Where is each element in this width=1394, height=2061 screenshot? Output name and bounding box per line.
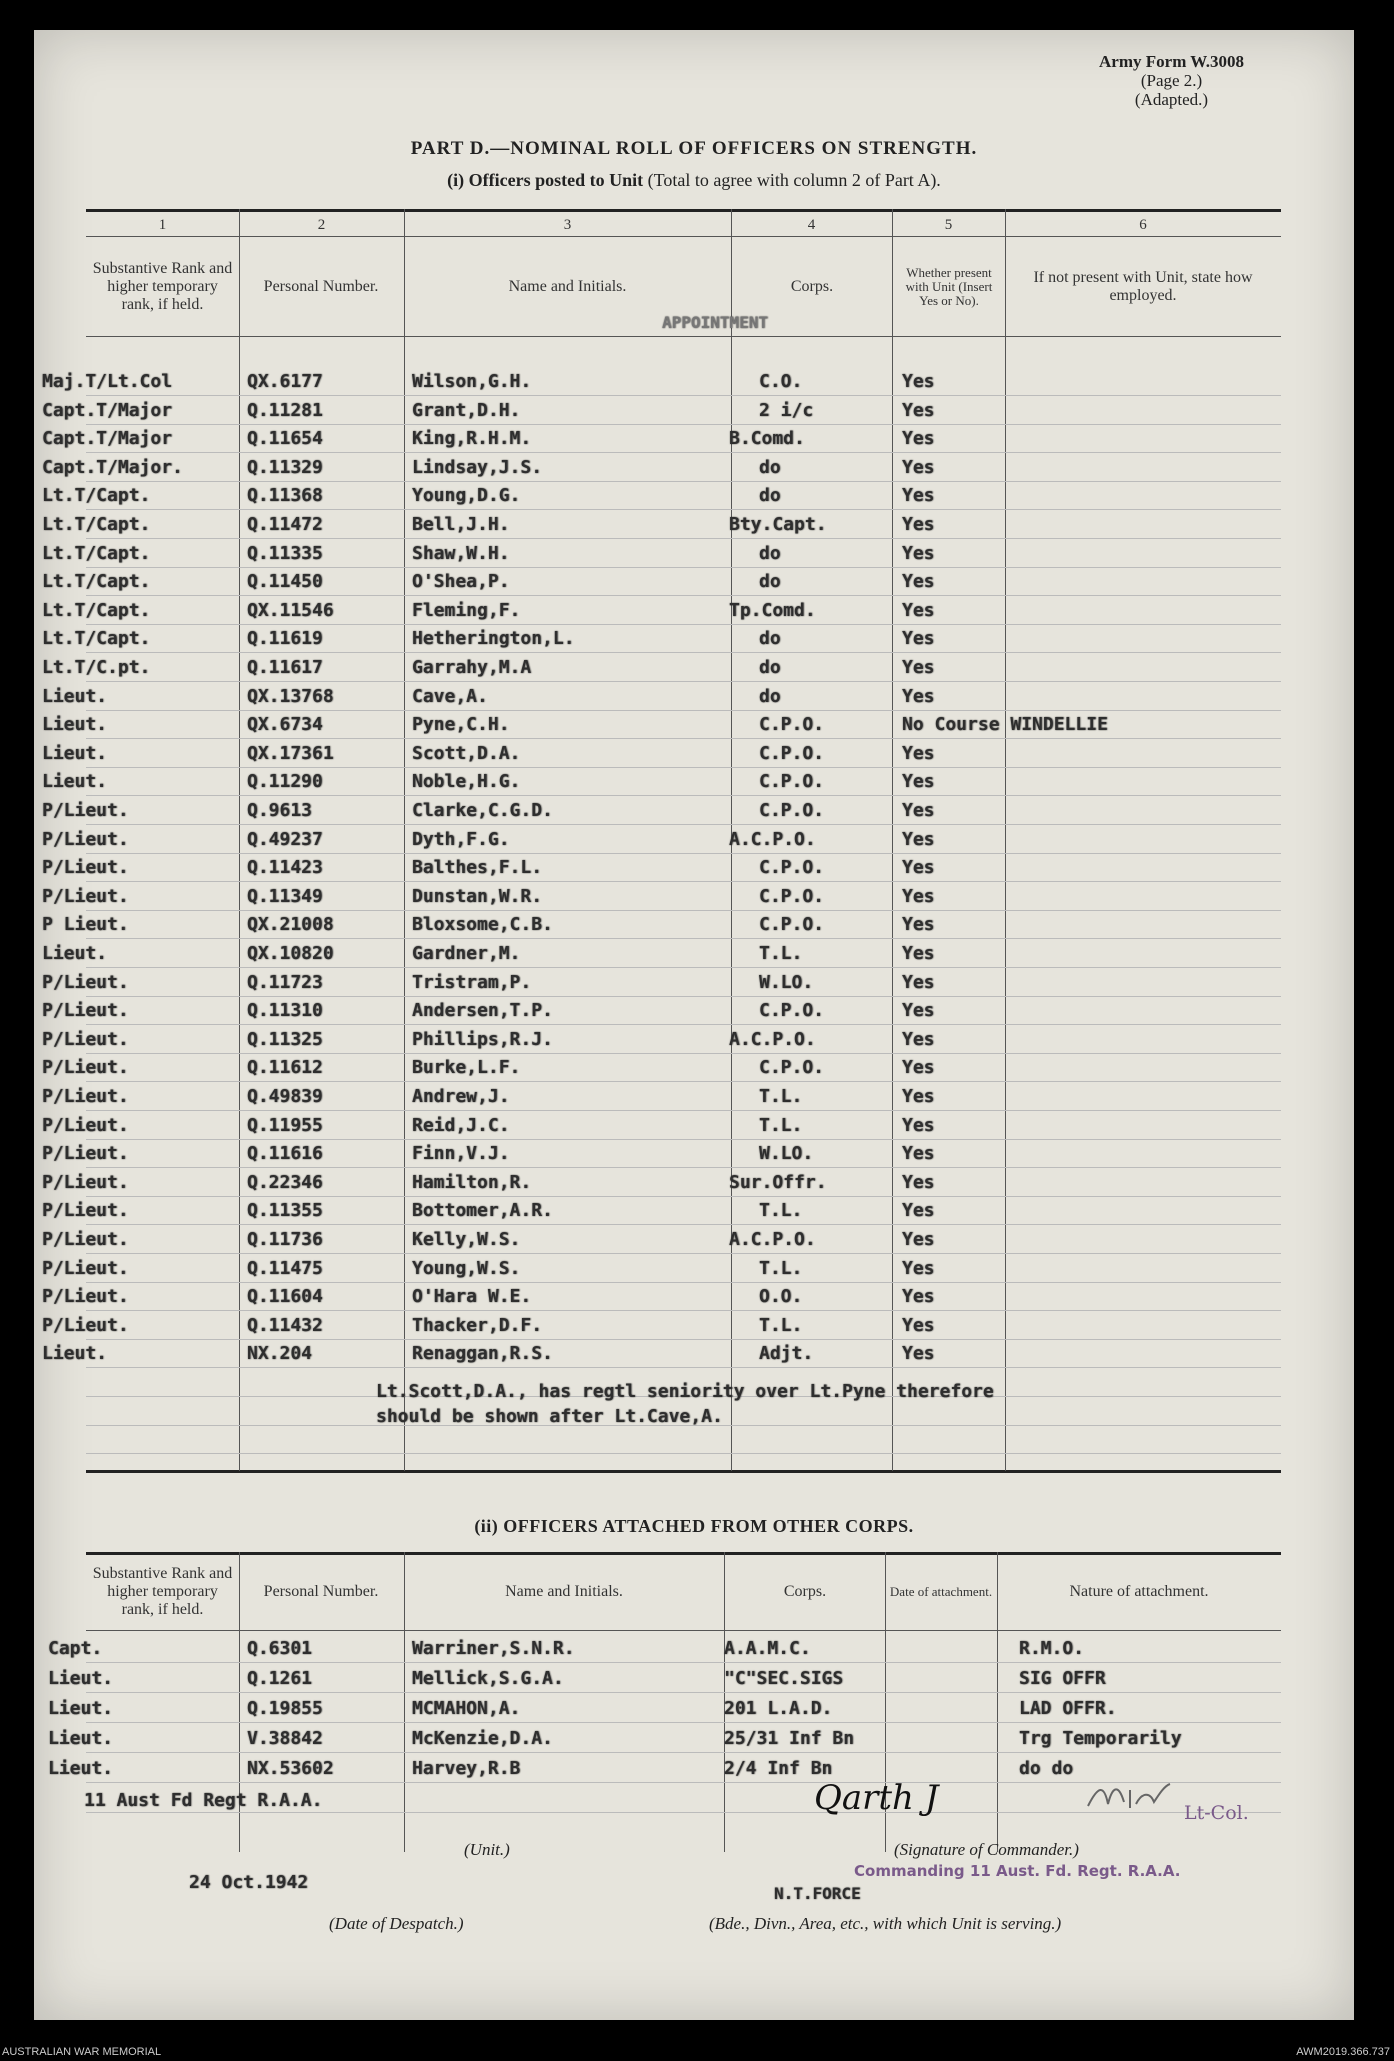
- rank-cell: Lieut.: [48, 1668, 114, 1689]
- present-cell: Yes: [902, 428, 935, 449]
- appointment-overstamp: APPOINTMENT: [662, 313, 768, 332]
- corps-cell: O.O.: [759, 1286, 803, 1307]
- unit-value: 11 Aust Fd Regt R.A.A.: [84, 1790, 323, 1811]
- corps-cell: Tp.Comd.: [729, 600, 816, 621]
- header-rank: Substantive Rank and higher temporary rank, if held.: [92, 260, 233, 313]
- number-cell: Q.11654: [247, 428, 323, 449]
- present-cell: Yes: [902, 943, 935, 964]
- present-cell: Yes: [902, 571, 935, 592]
- table-row: [34, 1698, 1354, 1726]
- table1-num-rule: [86, 236, 1281, 237]
- corps-cell: C.P.O.: [759, 800, 825, 821]
- rank-cell: Capt.: [48, 1638, 103, 1659]
- table-row: [34, 1286, 1354, 1314]
- present-cell: Yes: [902, 800, 935, 821]
- part-title: PART D.—NOMINAL ROLL OF OFFICERS ON STRENGTH.: [410, 138, 978, 159]
- table-row: [34, 371, 1354, 399]
- name-cell: Bottomer,A.R.: [412, 1200, 553, 1221]
- table-row: [34, 628, 1354, 656]
- col-number: 6: [1139, 217, 1147, 233]
- table-row: [34, 914, 1354, 942]
- rank-cell: Lt.T/Capt.: [42, 600, 151, 621]
- table-row: [34, 428, 1354, 456]
- name-cell: Hetherington,L.: [412, 628, 575, 649]
- col-number: 1: [158, 217, 167, 233]
- name-cell: Young,W.S.: [412, 1258, 521, 1279]
- rank-cell: Lieut.: [48, 1728, 114, 1749]
- corps-cell: T.L.: [759, 1086, 803, 1107]
- note-line-1: Lt.Scott,D.A., has regtl seniority over Lt.Pyne therefore: [376, 1381, 994, 1402]
- table-row: [34, 543, 1354, 571]
- number-cell: Q.11423: [247, 857, 323, 878]
- corps-cell: do: [759, 686, 781, 707]
- present-cell: Yes: [902, 1172, 935, 1193]
- number-cell: NX.204: [247, 1343, 313, 1364]
- name-cell: Fleming,F.: [412, 600, 521, 621]
- name-cell: Hamilton,R.: [412, 1172, 532, 1193]
- rank-cell: P/Lieut.: [42, 829, 129, 850]
- table-row: [34, 1200, 1354, 1228]
- number-cell: Q.11355: [247, 1200, 323, 1221]
- present-cell: Yes: [902, 1000, 935, 1021]
- table-row: [34, 1172, 1354, 1200]
- name-cell: Bell,J.H.: [412, 514, 510, 535]
- name-cell: Tristram,P.: [412, 972, 532, 993]
- number-cell: QX.6177: [247, 371, 323, 392]
- document-page: [34, 30, 1354, 2020]
- number-cell: Q.11955: [247, 1115, 323, 1136]
- t2-header-personal-number: Personal Number.: [263, 1583, 379, 1600]
- header-corps: Corps.: [790, 278, 834, 295]
- present-cell: Yes: [902, 857, 935, 878]
- table-row: [34, 657, 1354, 685]
- t2-header-rank: Substantive Rank and higher temporary rank, if held.: [92, 1565, 233, 1618]
- present-cell: Yes: [902, 628, 935, 649]
- corps-cell: T.L.: [759, 1200, 803, 1221]
- table-row: [34, 1143, 1354, 1171]
- signature-caption: (Signature of Commander.): [894, 1840, 1079, 1859]
- name-cell: Balthes,F.L.: [412, 857, 543, 878]
- table-row: [34, 1315, 1354, 1343]
- rank-cell: Lieut.: [42, 714, 108, 735]
- rank-cell: P/Lieut.: [42, 1000, 129, 1021]
- number-cell: QX.11546: [247, 600, 334, 621]
- table-row: [34, 771, 1354, 799]
- corps-cell: A.C.P.O.: [729, 1229, 816, 1250]
- rank-cell: Lt.T/Capt.: [42, 485, 151, 506]
- rank-cell: Lieut.: [42, 1343, 108, 1364]
- corps-cell: do: [759, 485, 781, 506]
- present-cell: Yes: [902, 1343, 935, 1364]
- number-cell: Q.11616: [247, 1143, 323, 1164]
- number-cell: Q.6301: [247, 1638, 313, 1659]
- note-line-2: should be shown after Lt.Cave,A.: [376, 1406, 723, 1427]
- corps-cell: C.P.O.: [759, 886, 825, 907]
- rank-cell: P/Lieut.: [42, 1143, 129, 1164]
- table-row: [34, 1029, 1354, 1057]
- name-cell: Andersen,T.P.: [412, 1000, 553, 1021]
- corps-cell: W.LO.: [759, 1143, 814, 1164]
- present-cell: Yes: [902, 371, 935, 392]
- name-cell: Kelly,W.S.: [412, 1229, 521, 1250]
- present-cell: Yes: [902, 485, 935, 506]
- corps-cell: T.L.: [759, 1315, 803, 1336]
- rank-cell: P Lieut.: [42, 914, 129, 935]
- rank-cell: Lt.T/Capt.: [42, 543, 151, 564]
- number-cell: Q.11281: [247, 400, 323, 421]
- table-row: [34, 571, 1354, 599]
- rank-cell: P/Lieut.: [42, 800, 129, 821]
- rank-cell: P/Lieut.: [42, 1029, 129, 1050]
- table-row: [34, 1668, 1354, 1696]
- number-cell: Q.1261: [247, 1668, 313, 1689]
- corps-cell: B.Comd.: [729, 428, 805, 449]
- t2-header-date: Date of attachment.: [889, 1584, 993, 1599]
- rank-cell: P/Lieut.: [42, 1200, 129, 1221]
- corps-cell: C.P.O.: [759, 857, 825, 878]
- name-cell: Shaw,W.H.: [412, 543, 510, 564]
- rank-cell: P/Lieut.: [42, 1286, 129, 1307]
- rank-cell: Capt.T/Major: [42, 428, 173, 449]
- rank-cell: Lieut.: [42, 943, 108, 964]
- corps-cell: do: [759, 657, 781, 678]
- corps-cell: C.P.O.: [759, 1000, 825, 1021]
- table-row: [34, 743, 1354, 771]
- number-cell: Q.11310: [247, 1000, 323, 1021]
- number-cell: Q.11335: [247, 543, 323, 564]
- name-cell: Thacker,D.F.: [412, 1315, 543, 1336]
- corps-cell: Bty.Capt.: [729, 514, 827, 535]
- table1-top-rule: [86, 209, 1281, 212]
- archive-label: AUSTRALIAN WAR MEMORIAL: [2, 2046, 162, 2058]
- present-cell: Yes: [902, 657, 935, 678]
- date-value: 24 Oct.1942: [189, 1872, 309, 1893]
- table-row: [34, 1638, 1354, 1666]
- corps-cell: T.L.: [759, 943, 803, 964]
- number-cell: Q.19855: [247, 1698, 323, 1719]
- nature-cell: R.M.O.: [1019, 1638, 1085, 1659]
- name-cell: Reid,J.C.: [412, 1115, 510, 1136]
- name-cell: Andrew,J.: [412, 1086, 510, 1107]
- table-row: [34, 1258, 1354, 1286]
- table-row: [34, 972, 1354, 1000]
- t2-header-nature: Nature of attachment.: [1069, 1583, 1209, 1600]
- table-row: [34, 686, 1354, 714]
- name-cell: Pyne,C.H.: [412, 714, 510, 735]
- table-row: [34, 714, 1354, 742]
- table-row: [34, 1229, 1354, 1257]
- present-cell: Yes: [902, 600, 935, 621]
- signature-initials-mark: [1084, 1778, 1174, 1814]
- form-page: (Page 2.): [1140, 71, 1203, 90]
- corps-cell: C.P.O.: [759, 714, 825, 735]
- number-cell: Q.11723: [247, 972, 323, 993]
- corps-cell: C.P.O.: [759, 1057, 825, 1078]
- rank-cell: P/Lieut.: [42, 1258, 129, 1279]
- corps-cell: 25/31 Inf Bn: [724, 1728, 855, 1749]
- name-cell: O'Hara W.E.: [412, 1286, 532, 1307]
- rank-cell: P/Lieut.: [42, 1315, 129, 1336]
- table-row: [34, 457, 1354, 485]
- number-cell: QX.21008: [247, 914, 334, 935]
- name-cell: Gardner,M.: [412, 943, 521, 964]
- present-cell: Yes: [902, 1315, 935, 1336]
- number-cell: Q.11617: [247, 657, 323, 678]
- formation-caption: (Bde., Divn., Area, etc., with which Unit is serving.): [709, 1914, 1062, 1933]
- formation-value: N.T.FORCE: [774, 1884, 861, 1903]
- rank-cell: P/Lieut.: [42, 857, 129, 878]
- table-row: [34, 829, 1354, 857]
- stamp-rank: Lt-Col.: [1184, 1802, 1249, 1824]
- rank-cell: Capt.T/Major: [42, 400, 173, 421]
- corps-cell: A.C.P.O.: [729, 1029, 816, 1050]
- unit-caption: (Unit.): [464, 1840, 510, 1859]
- present-cell: Yes: [902, 829, 935, 850]
- table-row: [34, 1115, 1354, 1143]
- rank-cell: Lt.T/C.pt.: [42, 657, 151, 678]
- form-adapted: (Adapted.): [1134, 90, 1209, 109]
- corps-cell: C.P.O.: [759, 914, 825, 935]
- table-row: [34, 1057, 1354, 1085]
- present-cell: Yes: [902, 1286, 935, 1307]
- col-number: 4: [807, 217, 816, 233]
- name-cell: Harvey,R.B: [412, 1758, 521, 1779]
- col-number: 3: [563, 217, 572, 233]
- header-employment: If not present with Unit, state how employed.: [1033, 269, 1253, 304]
- header-name: Name and Initials.: [508, 278, 627, 295]
- number-cell: Q.11472: [247, 514, 323, 535]
- corps-cell: 2/4 Inf Bn: [724, 1758, 833, 1779]
- present-cell: Yes: [902, 743, 935, 764]
- present-cell: Yes: [902, 457, 935, 478]
- rank-cell: Lieut.: [42, 686, 108, 707]
- corps-cell: do: [759, 457, 781, 478]
- number-cell: Q.11604: [247, 1286, 323, 1307]
- name-cell: King,R.H.M.: [412, 428, 532, 449]
- name-cell: Burke,L.F.: [412, 1057, 521, 1078]
- rank-cell: Lt.T/Capt.: [42, 628, 151, 649]
- name-cell: McKenzie,D.A.: [412, 1728, 553, 1749]
- col-number: 2: [317, 217, 326, 233]
- present-cell: Yes: [902, 514, 935, 535]
- name-cell: Dyth,F.G.: [412, 829, 510, 850]
- t2-header-name: Name and Initials.: [505, 1583, 623, 1600]
- table-row: [34, 886, 1354, 914]
- name-cell: Wilson,G.H.: [412, 371, 532, 392]
- number-cell: Q.11450: [247, 571, 323, 592]
- corps-cell: C.P.O.: [759, 771, 825, 792]
- number-cell: Q.11475: [247, 1258, 323, 1279]
- number-cell: Q.22346: [247, 1172, 323, 1193]
- command-stamp: Commanding 11 Aust. Fd. Regt. R.A.A.: [854, 1862, 1181, 1880]
- form-header: [1099, 52, 1244, 109]
- number-cell: Q.11290: [247, 771, 323, 792]
- corps-cell: T.L.: [759, 1258, 803, 1279]
- nature-cell: Trg Temporarily: [1019, 1728, 1182, 1749]
- name-cell: Mellick,S.G.A.: [412, 1668, 564, 1689]
- corps-cell: do: [759, 571, 781, 592]
- name-cell: O'Shea,P.: [412, 571, 510, 592]
- name-cell: Lindsay,J.S.: [412, 457, 543, 478]
- present-cell: Yes: [902, 400, 935, 421]
- name-cell: Renaggan,R.S.: [412, 1343, 553, 1364]
- t2-header-corps: Corps.: [783, 1583, 827, 1600]
- nature-cell: SIG OFFR: [1019, 1668, 1106, 1689]
- archive-id: AWM2019.366.737: [1296, 2046, 1390, 2058]
- table-row: [34, 400, 1354, 428]
- name-cell: Phillips,R.J.: [412, 1029, 553, 1050]
- rank-cell: Lt.T/Capt.: [42, 514, 151, 535]
- row-rule: [86, 1453, 1281, 1454]
- number-cell: V.38842: [247, 1728, 323, 1749]
- number-cell: QX.10820: [247, 943, 334, 964]
- name-cell: Young,D.G.: [412, 485, 521, 506]
- corps-cell: 201 L.A.D.: [724, 1698, 833, 1719]
- corps-cell: C.O.: [759, 371, 803, 392]
- nature-cell: LAD OFFR.: [1019, 1698, 1117, 1719]
- nature-cell: do do: [1019, 1758, 1074, 1779]
- present-cell: Yes: [902, 1086, 935, 1107]
- present-cell: Yes: [902, 686, 935, 707]
- number-cell: QX.17361: [247, 743, 334, 764]
- corps-cell: do: [759, 543, 781, 564]
- number-cell: Q.11329: [247, 457, 323, 478]
- table1-header-rule: [86, 336, 1281, 337]
- number-cell: Q.11432: [247, 1315, 323, 1336]
- present-cell: Yes: [902, 886, 935, 907]
- corps-cell: T.L.: [759, 1115, 803, 1136]
- rank-cell: P/Lieut.: [42, 1115, 129, 1136]
- rank-cell: Lieut.: [48, 1758, 114, 1779]
- header-personal-number: Personal Number.: [263, 278, 379, 295]
- col-number: 5: [944, 217, 953, 233]
- present-cell: Yes: [902, 1143, 935, 1164]
- rank-cell: Lieut.: [42, 743, 108, 764]
- table-row: [34, 800, 1354, 828]
- section-ii-title: (ii) OFFICERS ATTACHED FROM OTHER CORPS.: [474, 1516, 914, 1536]
- name-cell: Garrahy,M.A: [412, 657, 532, 678]
- table-row: [34, 943, 1354, 971]
- rank-cell: P/Lieut.: [42, 1172, 129, 1193]
- present-cell: Yes: [902, 1200, 935, 1221]
- present-cell: Yes: [902, 1115, 935, 1136]
- rank-cell: P/Lieut.: [42, 1057, 129, 1078]
- section-i-label: (i) Officers posted to Unit: [447, 170, 644, 190]
- corps-cell: "C"SEC.SIGS: [724, 1668, 844, 1689]
- name-cell: Noble,H.G.: [412, 771, 521, 792]
- name-cell: Clarke,C.G.D.: [412, 800, 553, 821]
- table2-header-rule: [86, 1630, 1281, 1631]
- table-row: [34, 1728, 1354, 1756]
- name-cell: Bloxsome,C.B.: [412, 914, 553, 935]
- present-cell: Yes: [902, 914, 935, 935]
- rank-cell: P/Lieut.: [42, 1086, 129, 1107]
- present-cell: Yes: [902, 1229, 935, 1250]
- corps-cell: W.LO.: [759, 972, 814, 993]
- present-cell: No Course WINDELLIE: [902, 714, 1108, 735]
- rank-cell: Lt.T/Capt.: [42, 571, 151, 592]
- table-row: [34, 485, 1354, 513]
- rank-cell: Maj.T/Lt.Col: [42, 371, 173, 392]
- date-caption: (Date of Despatch.): [329, 1914, 464, 1933]
- form-number: Army Form W.3008: [1099, 52, 1244, 71]
- table-row: [34, 857, 1354, 885]
- rank-cell: Lieut.: [48, 1698, 114, 1719]
- corps-cell: do: [759, 628, 781, 649]
- rank-cell: P/Lieut.: [42, 886, 129, 907]
- name-cell: Finn,V.J.: [412, 1143, 510, 1164]
- corps-cell: Adjt.: [759, 1343, 814, 1364]
- section-i-note: (Total to agree with column 2 of Part A).: [647, 170, 941, 190]
- number-cell: Q.11736: [247, 1229, 323, 1250]
- section-i-subtitle: [34, 170, 1354, 191]
- number-cell: Q.11612: [247, 1057, 323, 1078]
- rank-cell: P/Lieut.: [42, 972, 129, 993]
- name-cell: Scott,D.A.: [412, 743, 521, 764]
- rank-cell: Lieut.: [42, 771, 108, 792]
- present-cell: Yes: [902, 543, 935, 564]
- present-cell: Yes: [902, 972, 935, 993]
- number-cell: QX.13768: [247, 686, 334, 707]
- number-cell: Q.49237: [247, 829, 323, 850]
- name-cell: Grant,D.H.: [412, 400, 521, 421]
- table-row: [34, 514, 1354, 542]
- corps-cell: 2 i/c: [759, 400, 814, 421]
- table1-bottom-rule: [86, 1470, 1281, 1473]
- corps-cell: A.A.M.C.: [724, 1638, 811, 1659]
- header-present: Whether present with Unit (Insert Yes or No).: [905, 265, 993, 308]
- name-cell: MCMAHON,A.: [412, 1698, 521, 1719]
- table-row: [34, 1000, 1354, 1028]
- number-cell: Q.49839: [247, 1086, 323, 1107]
- rank-cell: P/Lieut.: [42, 1229, 129, 1250]
- present-cell: Yes: [902, 771, 935, 792]
- table-row: [34, 1343, 1354, 1371]
- corps-cell: A.C.P.O.: [729, 829, 816, 850]
- present-cell: Yes: [902, 1258, 935, 1279]
- commander-signature: Qarth J: [814, 1778, 939, 1818]
- name-cell: Cave,A.: [412, 686, 488, 707]
- number-cell: Q.11325: [247, 1029, 323, 1050]
- rank-cell: Capt.T/Major.: [42, 457, 183, 478]
- number-cell: Q.11368: [247, 485, 323, 506]
- number-cell: QX.6734: [247, 714, 323, 735]
- number-cell: Q.11349: [247, 886, 323, 907]
- number-cell: Q.11619: [247, 628, 323, 649]
- present-cell: Yes: [902, 1057, 935, 1078]
- table-row: [34, 600, 1354, 628]
- table2-top-rule: [86, 1552, 1281, 1555]
- name-cell: Dunstan,W.R.: [412, 886, 543, 907]
- present-cell: Yes: [902, 1029, 935, 1050]
- number-cell: Q.9613: [247, 800, 313, 821]
- number-cell: NX.53602: [247, 1758, 334, 1779]
- table-row: [34, 1086, 1354, 1114]
- name-cell: Warriner,S.N.R.: [412, 1638, 575, 1659]
- corps-cell: C.P.O.: [759, 743, 825, 764]
- corps-cell: Sur.Offr.: [729, 1172, 827, 1193]
